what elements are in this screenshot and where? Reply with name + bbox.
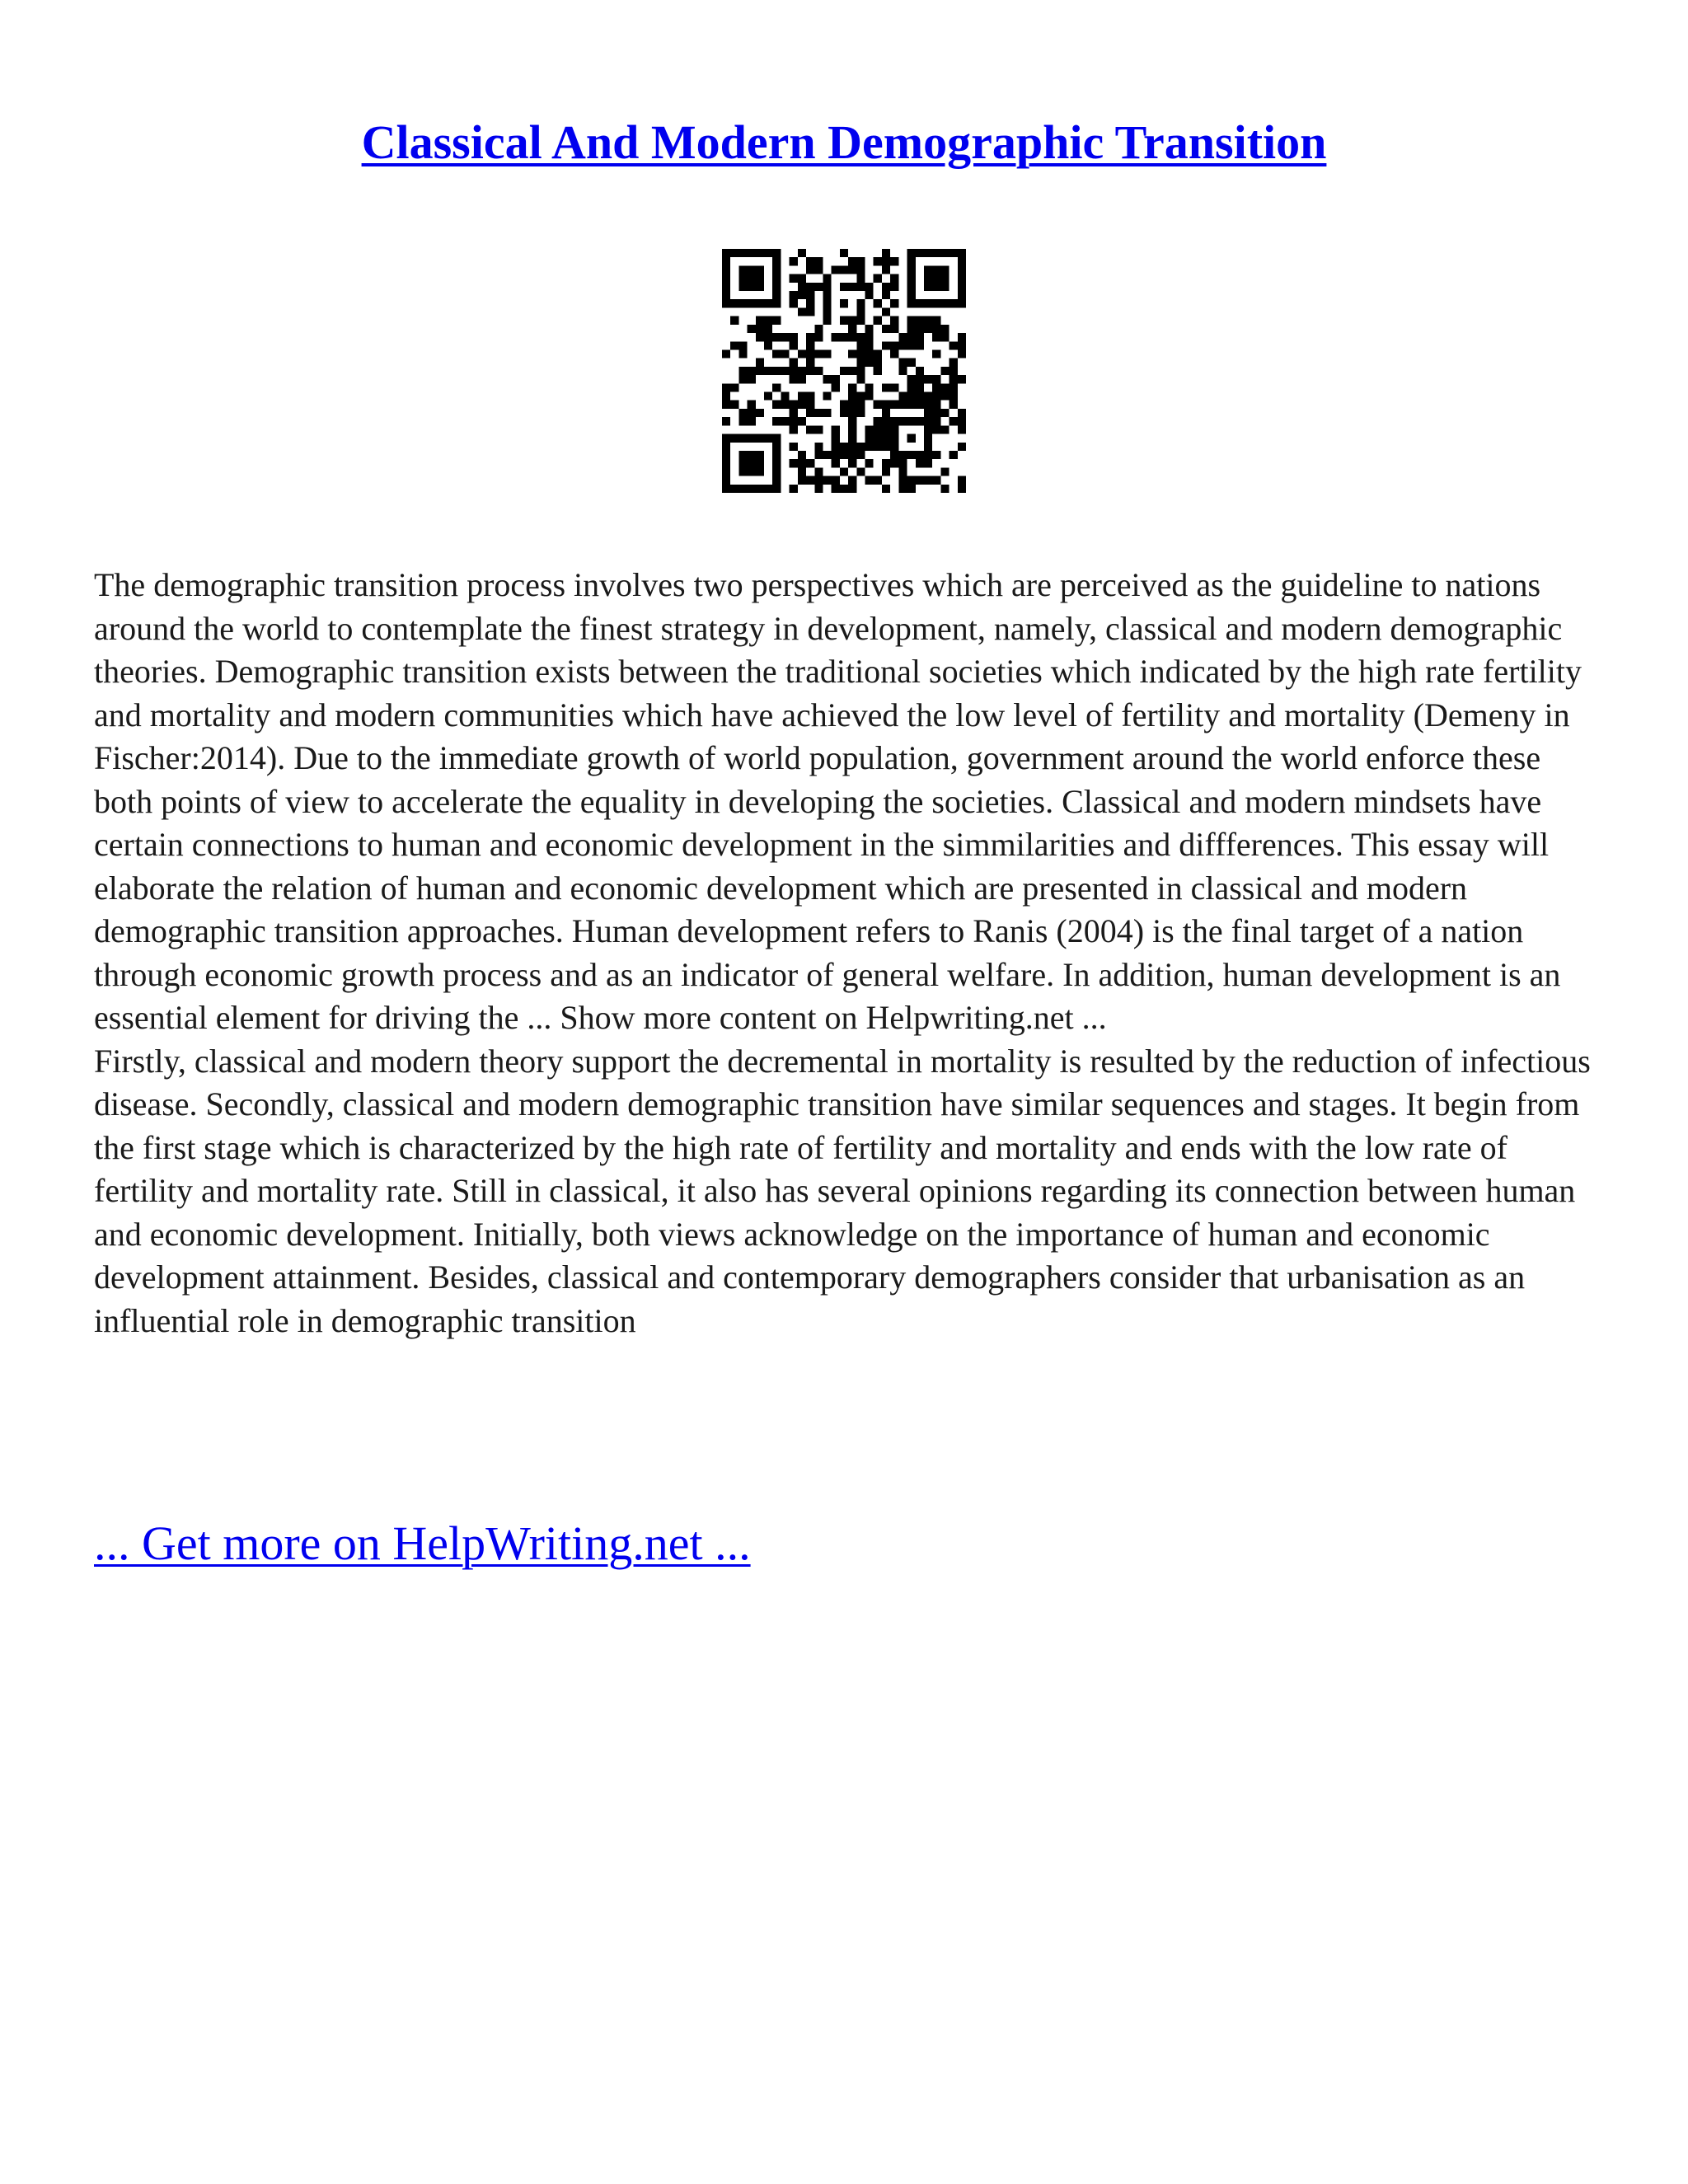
body-paragraph-1: The demographic transition process involves two perspectives which are perceived as the guideline to nations around the world to contemplate the finest strategy in development, namely, classical and modern demographic theories. Demographic transition exists between the traditional societies which indicated by the high rate fertility and mortality and modern communities which have achieved the low level of fertility and mortality (Demeny in Fischer:2014). Due to the immediate growth of world population, government around the world enforce these both points of view to accelerate the equality in developing the societies. Classical and modern mindsets have certain connections to human and economic development in the simmilarities and diffferences. This essay will elaborate the relation of human and economic development which are presented in classical and modern demographic transition approaches. Human development refers to Ranis (2004) is the final target of a nation through economic growth process and as an indicator of general welfare. In addition, human development is an essential element for driving the ... Show more content on Helpwriting.net ...	[94, 566, 1582, 1036]
qr-code-icon	[722, 249, 966, 493]
get-more-link[interactable]: ... Get more on HelpWriting.net ...	[94, 1516, 751, 1570]
document-body	[94, 564, 1602, 1343]
document-title-link[interactable]: Classical And Modern Demographic Transition	[361, 115, 1327, 169]
body-paragraph-2: Firstly, classical and modern theory support the decremental in mortality is resulted by the reduction of infectious disease. Secondly, classical and modern demographic transition have similar sequences and stages. It begin from the first stage which is characterized by the high rate of fertility and mortality and ends with the low rate of fertility and mortality rate. Still in classical, it also has several opinions regarding its connection between human and economic development. Initially, both views acknowledge on the importance of human and economic development attainment. Besides, classical and contemporary demographers consider that urbanisation as an influential role in demographic transition	[94, 1042, 1591, 1339]
